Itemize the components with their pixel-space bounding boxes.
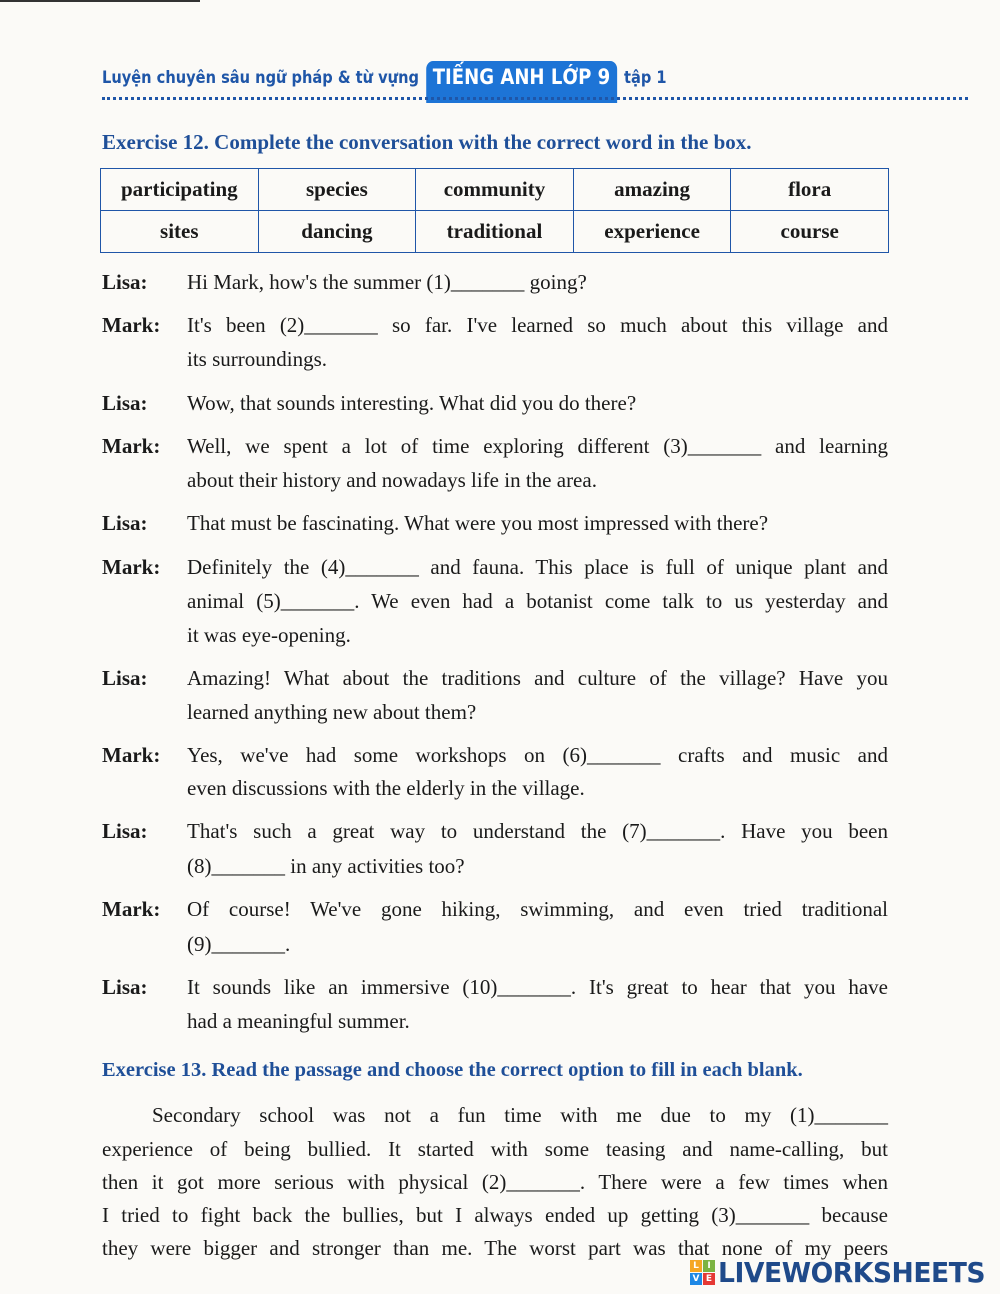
- logo-text: LIVEWORKSHEETS: [718, 1256, 986, 1289]
- word-box-cell: flora: [731, 169, 889, 211]
- grade-badge: TIẾNG ANH LỚP 9: [426, 61, 617, 103]
- dialogue-line: Amazing! What about the traditions and culture of the village? Have you: [187, 666, 888, 690]
- speaker-label: Mark:: [102, 743, 161, 767]
- dialogue-line: (8)_______ in any activities too?: [187, 854, 465, 878]
- header-divider: [102, 97, 968, 100]
- series-title: Luyện chuyên sâu ngữ pháp & từ vựng: [102, 68, 419, 88]
- speaker-label: Mark:: [102, 434, 161, 458]
- dialogue-line: even discussions with the elderly in the village.: [187, 776, 585, 800]
- logo-tile: E: [703, 1273, 715, 1285]
- dialogue-line: It sounds like an immersive (10)_______. It's great to hear that you have: [187, 975, 888, 999]
- dialogue-line: animal (5)_______. We even had a botanist come talk to us yesterday and: [187, 589, 888, 613]
- speaker-label: Lisa:: [102, 666, 148, 690]
- dialogue-line: Definitely the (4)_______ and fauna. This place is full of unique plant and: [187, 555, 888, 579]
- dialogue-line: Yes, we've had some workshops on (6)_______ crafts and music and: [187, 743, 888, 767]
- speaker-label: Mark:: [102, 897, 161, 921]
- volume-label: tập 1: [623, 68, 667, 88]
- word-box-cell: species: [258, 169, 416, 211]
- word-box-cell: sites: [101, 211, 259, 253]
- passage-line: Secondary school was not a fun time with me due to my (1)_______: [152, 1103, 888, 1127]
- dialogue-line: had a meaningful summer.: [187, 1009, 410, 1033]
- dialogue-line: Wow, that sounds interesting. What did you do there?: [187, 391, 637, 415]
- word-box-cell: course: [731, 211, 889, 253]
- word-box-row: [101, 211, 889, 253]
- speaker-label: Mark:: [102, 313, 161, 337]
- book-header: [102, 58, 667, 98]
- logo-tile: L: [690, 1260, 702, 1272]
- dialogue-line: it was eye-opening.: [187, 623, 351, 647]
- word-box-cell: amazing: [573, 169, 731, 211]
- word-box-cell: experience: [573, 211, 731, 253]
- logo-tiles-icon: [690, 1260, 715, 1285]
- passage-line: I tried to fight back the bullies, but I always ended up getting (3)_______ because: [102, 1203, 888, 1227]
- logo-tile: I: [703, 1260, 715, 1272]
- dialogue-line: It's been (2)_______ so far. I've learned so much about this village and: [187, 313, 888, 337]
- speaker-label: Mark:: [102, 555, 161, 579]
- speaker-label: Lisa:: [102, 975, 148, 999]
- dialogue-line: Well, we spent a lot of time exploring different (3)_______ and learning: [187, 434, 888, 458]
- word-box-cell: community: [416, 169, 574, 211]
- dialogue-line: Hi Mark, how's the summer (1)_______ going?: [187, 270, 587, 294]
- passage-line: they were bigger and stronger than me. The worst part was that none of my peers: [102, 1236, 888, 1260]
- word-box: [100, 168, 889, 253]
- speaker-label: Lisa:: [102, 270, 148, 294]
- dialogue-line: That's such a great way to understand the (7)_______. Have you been: [187, 819, 888, 843]
- passage-line: then it got more serious with physical (2)_______. There were a few times when: [102, 1170, 888, 1194]
- word-box-cell: participating: [101, 169, 259, 211]
- speaker-label: Lisa:: [102, 391, 148, 415]
- logo-tile: V: [690, 1273, 702, 1285]
- word-box-row: [101, 169, 889, 211]
- dialogue-line: its surroundings.: [187, 347, 328, 371]
- word-box-cell: dancing: [258, 211, 416, 253]
- speaker-label: Lisa:: [102, 511, 148, 535]
- dialogue-line: learned anything new about them?: [187, 700, 477, 724]
- word-box-cell: traditional: [416, 211, 574, 253]
- dialogue-line: That must be fascinating. What were you most impressed with there?: [187, 511, 769, 535]
- exercise-12-title: Exercise 12. Complete the conversation with the correct word in the box.: [102, 130, 752, 154]
- passage-line: experience of being bullied. It started with some teasing and name-calling, but: [102, 1137, 888, 1161]
- dialogue-line: (9)_______.: [187, 932, 291, 956]
- dialogue-line: about their history and nowadays life in the area.: [187, 468, 597, 492]
- liveworksheets-logo: [690, 1256, 999, 1289]
- exercise-13-title: Exercise 13. Read the passage and choose the correct option to fill in each blank.: [102, 1059, 803, 1081]
- speaker-label: Lisa:: [102, 819, 148, 843]
- page-edge-line: [0, 0, 200, 2]
- dialogue-line: Of course! We've gone hiking, swimming, and even tried traditional: [187, 897, 888, 921]
